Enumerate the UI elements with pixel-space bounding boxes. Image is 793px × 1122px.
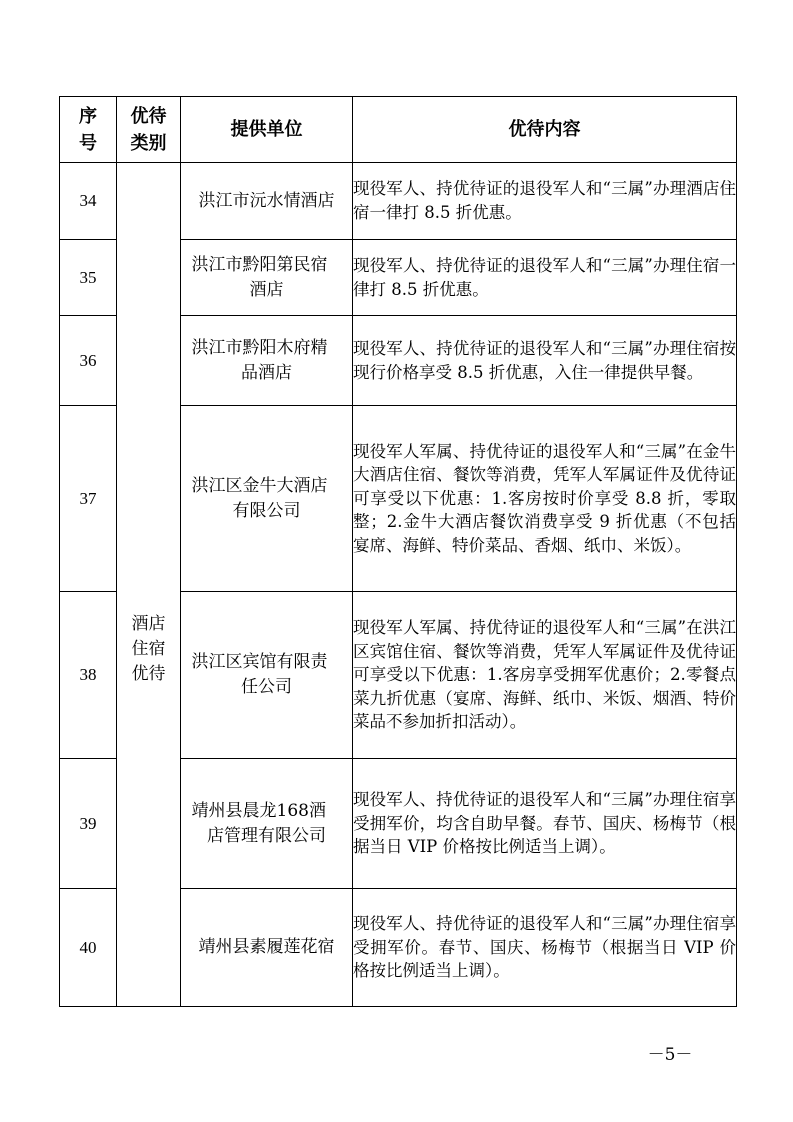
row-content: 现役军人、持优待证的退役军人和“三属”办理住宿按现行价格享受 8.5 折优惠，入住一律提供早餐。	[353, 316, 737, 406]
row-provider: 洪江市沅水情酒店	[181, 163, 353, 240]
row-content: 现役军人、持优待证的退役军人和“三属”办理酒店住宿一律打 8.5 折优惠。	[353, 163, 737, 240]
row-provider: 洪江区金牛大酒店有限公司	[181, 406, 353, 592]
row-num: 35	[60, 240, 117, 316]
header-category: 优待类别	[117, 97, 181, 163]
benefits-table	[59, 96, 737, 1007]
header-content: 优待内容	[353, 97, 737, 163]
row-content: 现役军人、持优待证的退役军人和“三属”办理住宿一律打 8.5 折优惠。	[353, 240, 737, 316]
row-provider: 洪江市黔阳第民宿酒店	[181, 240, 353, 316]
header-row	[60, 97, 737, 163]
row-provider: 洪江区宾馆有限责任公司	[181, 592, 353, 759]
row-num: 40	[60, 889, 117, 1007]
row-content: 现役军人军属、持优待证的退役军人和“三属”在金牛大酒店住宿、餐饮等消费，凭军人军属证件及优待证可享受以下优惠：1.客房按时价享受 8.8 折，零取整；2.金牛大酒店餐饮消费享受 9 折优惠（不包括宴席、海鲜、特价菜品、香烟、纸巾、米饭）。	[353, 406, 737, 592]
row-num: 37	[60, 406, 117, 592]
category-cell: 酒店住宿优待	[117, 163, 181, 1007]
header-provider: 提供单位	[181, 97, 353, 163]
row-content: 现役军人、持优待证的退役军人和“三属”办理住宿享受拥军价。春节、国庆、杨梅节（根据当日 VIP 价格按比例适当上调）。	[353, 889, 737, 1007]
row-provider: 洪江市黔阳木府精品酒店	[181, 316, 353, 406]
header-num: 序号	[60, 97, 117, 163]
page-number: －5－	[647, 1045, 693, 1065]
row-content: 现役军人、持优待证的退役军人和“三属”办理住宿享受拥军价，均含自助早餐。春节、国庆、杨梅节（根据当日 VIP 价格按比例适当上调）。	[353, 759, 737, 889]
row-num: 34	[60, 163, 117, 240]
row-num: 36	[60, 316, 117, 406]
row-num: 39	[60, 759, 117, 889]
table-row	[60, 163, 737, 240]
row-num: 38	[60, 592, 117, 759]
row-content: 现役军人军属、持优待证的退役军人和“三属”在洪江区宾馆住宿、餐饮等消费，凭军人军属证件及优待证可享受以下优惠：1.客房享受拥军优惠价；2.零餐点菜九折优惠（宴席、海鲜、纸巾、米饭、烟酒、特价菜品不参加折扣活动）。	[353, 592, 737, 759]
row-provider: 靖州县素履莲花宿	[181, 889, 353, 1007]
row-provider: 靖州县晨龙168酒店管理有限公司	[181, 759, 353, 889]
